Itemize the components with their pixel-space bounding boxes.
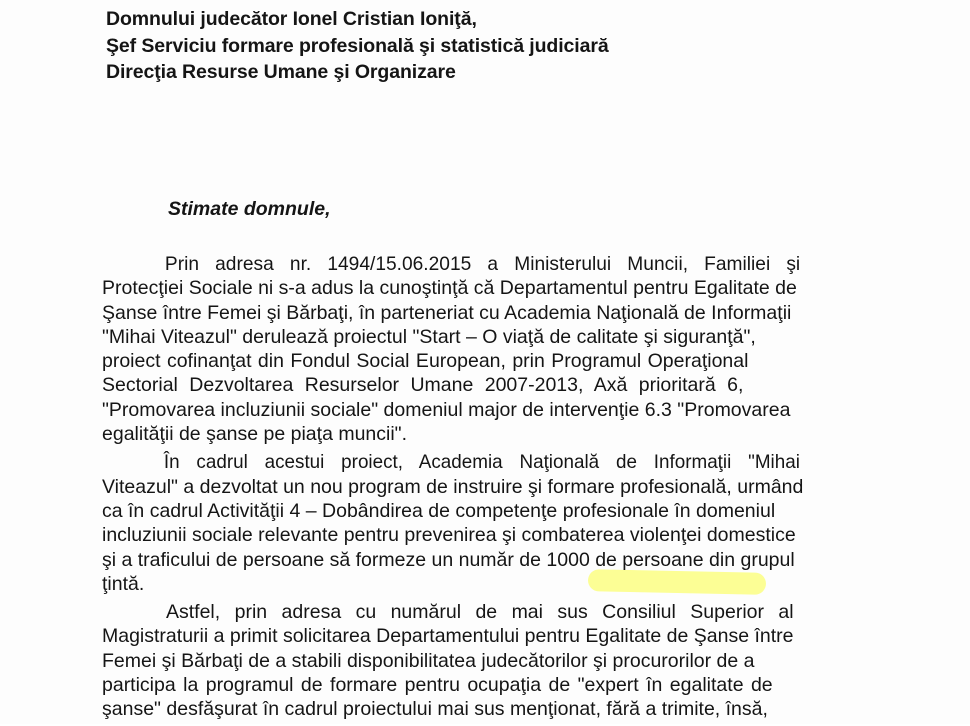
salutation: Stimate domnule,: [168, 198, 331, 220]
paragraph-line: Prin adresa nr. 1494/15.06.2015 a Ministerului Muncii, Familiei şi: [164, 253, 801, 275]
paragraph-line: În cadrul acestui proiect, Academia Naţională de Informaţii "Mihai: [163, 451, 800, 474]
paragraph-line: incluziunii sociale relevante pentru prevenirea şi combaterea violenţei domestice: [102, 524, 796, 547]
paragraph-line: Protecţiei Sociale ni s-a adus la cunoştinţă că Departamentul pentru Egalitate de: [102, 277, 797, 300]
paragraph-line: "Promovarea incluziunii sociale" domeniul major de intervenţie 6.3 "Promovarea: [102, 398, 791, 421]
paragraph-line: ţintă.: [102, 572, 145, 595]
paragraph-3: [102, 600, 864, 721]
letter-body: [102, 252, 864, 726]
paragraph-line: Astfel, prin adresa cu numărul de mai sus Consiliul Superior al: [166, 601, 794, 624]
paragraph-line: şanse" desfăşurat în cadrul proiectului mai sus menţionat, fără a trimite, însă,: [102, 698, 768, 721]
addressee-position: Şef Serviciu formare profesională şi statistică judiciară: [106, 34, 609, 57]
paragraph-line: Magistraturii a primit solicitarea Departamentului pentru Egalitate de Şanse între: [102, 625, 794, 648]
paragraph-line: Femei şi Bărbaţi de a stabili disponibilitatea judecătorilor şi procurorilor de a: [102, 649, 755, 672]
paragraph-line: ca în cadrul Activităţii 4 – Dobândirea de competenţe profesionale în domeniul: [102, 499, 776, 522]
paragraph-line: "Mihai Viteazul" derulează proiectul "Start – O viaţă de calitate şi siguranţă",: [102, 325, 756, 348]
paragraph-line: Şanse între Femei şi Bărbaţi, în parteneriat cu Academia Naţională de Informaţii: [102, 301, 792, 324]
paragraph-1: [102, 252, 864, 446]
paragraph-line: proiect cofinanţat din Fondul Social European, prin Programul Operaţional: [102, 350, 749, 373]
paragraph-line: şi a traficului de persoane să formeze un număr de 1000 de persoane din grupul: [102, 548, 795, 571]
paragraph-line: Viteazul" a dezvoltat un nou program de instruire şi formare profesională, urmând: [102, 475, 804, 498]
paragraph-2: [102, 450, 864, 596]
addressee-block: [106, 6, 609, 86]
addressee-name: Domnului judecător Ionel Cristian Ioniţă,: [106, 8, 477, 30]
addressee-department: Direcţia Resurse Umane şi Organizare: [106, 61, 456, 83]
paragraph-line: egalităţii de şanse pe piaţa muncii".: [102, 423, 408, 446]
paragraph-line: Sectorial Dezvoltarea Resurselor Umane 2007-2013, Axă prioritară 6,: [102, 374, 744, 397]
paragraph-line: participa la programul de formare pentru ocupaţia de "expert în egalitate de: [102, 674, 773, 697]
